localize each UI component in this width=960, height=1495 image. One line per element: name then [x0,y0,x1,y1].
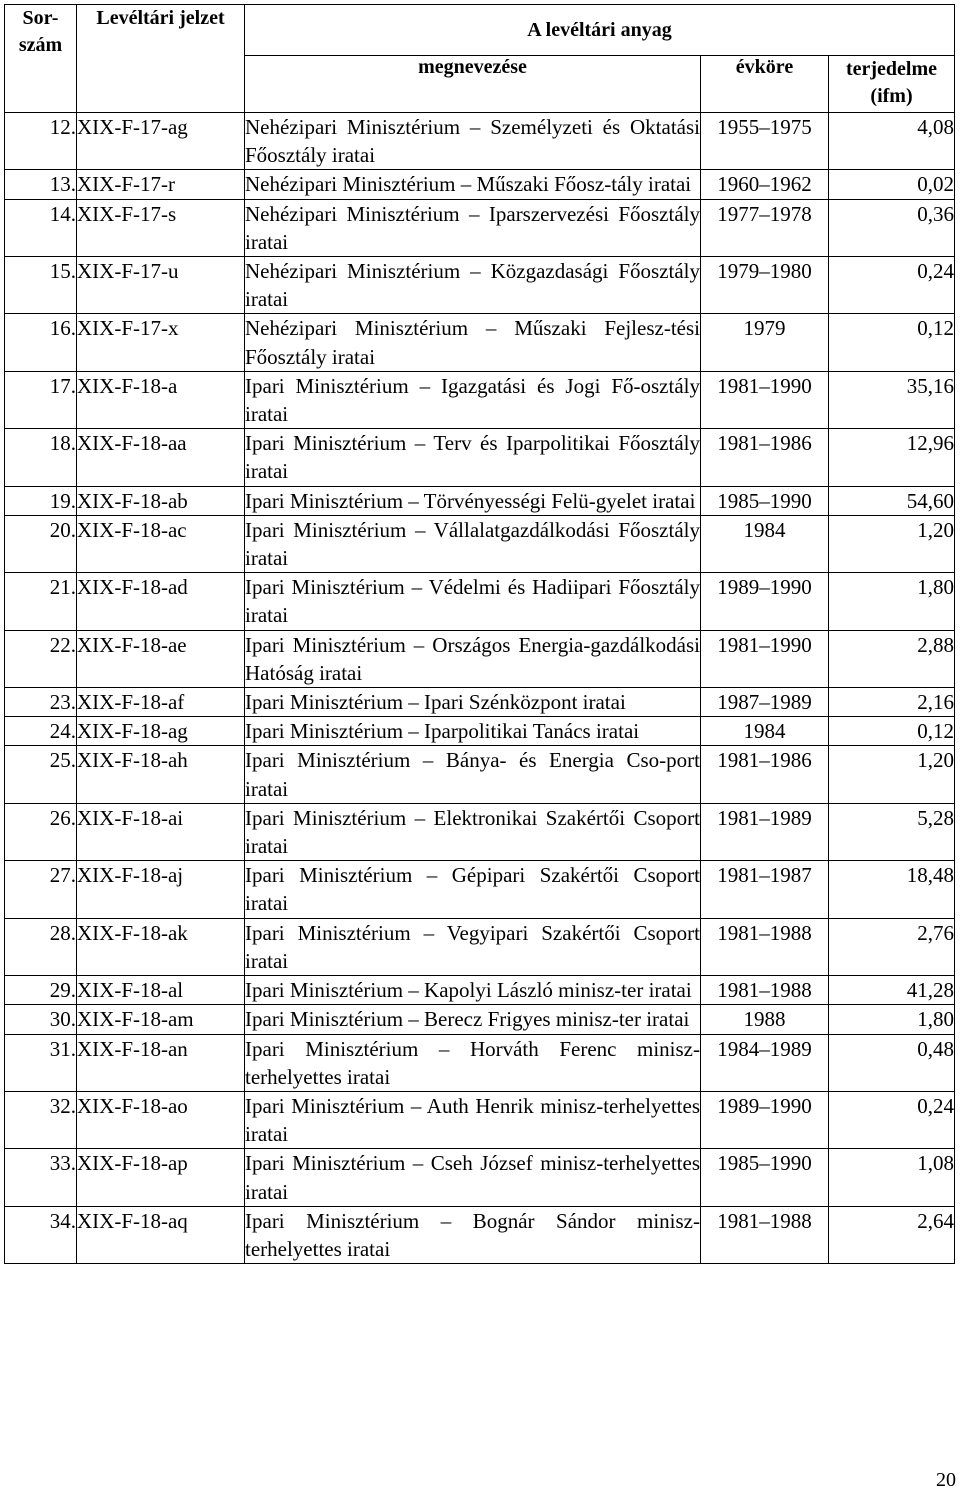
row-evkor: 1984 [701,515,829,572]
row-terjedelem: 0,12 [829,717,955,746]
row-number: 17. [5,371,77,428]
row-evkor: 1981–1988 [701,1206,829,1263]
row-jelzet: XIX-F-17-x [77,314,245,371]
row-terjedelem: 0,24 [829,1091,955,1148]
row-number: 15. [5,257,77,314]
row-megnevezes: Ipari Minisztérium – Kapolyi László minisz-ter iratai [245,976,701,1005]
row-terjedelem: 35,16 [829,371,955,428]
table-row [5,113,955,170]
row-jelzet: XIX-F-18-ad [77,573,245,630]
row-terjedelem: 2,16 [829,688,955,717]
table-row [5,199,955,256]
archive-table [4,4,955,1264]
row-megnevezes: Ipari Minisztérium – Bánya- és Energia Cso-port iratai [245,746,701,803]
row-terjedelem: 0,24 [829,257,955,314]
header-sorszam: Sor-szám [5,5,77,113]
row-number: 31. [5,1034,77,1091]
row-evkor: 1985–1990 [701,486,829,515]
row-megnevezes: Nehézipari Minisztérium – Közgazdasági Főosztály iratai [245,257,701,314]
table-row [5,1091,955,1148]
row-jelzet: XIX-F-18-ac [77,515,245,572]
header-evkore: évköre [701,56,829,113]
row-number: 25. [5,746,77,803]
row-jelzet: XIX-F-17-u [77,257,245,314]
table-row [5,717,955,746]
table-row [5,630,955,687]
row-number: 18. [5,429,77,486]
row-number: 29. [5,976,77,1005]
row-jelzet: XIX-F-18-al [77,976,245,1005]
row-jelzet: XIX-F-17-ag [77,113,245,170]
row-terjedelem: 0,36 [829,199,955,256]
row-terjedelem: 41,28 [829,976,955,1005]
row-megnevezes: Nehézipari Minisztérium – Iparszervezési Főosztály iratai [245,199,701,256]
table-row [5,976,955,1005]
table-row [5,429,955,486]
table-row [5,746,955,803]
row-megnevezes: Nehézipari Minisztérium – Műszaki Fejlesz-tési Főosztály iratai [245,314,701,371]
row-jelzet: XIX-F-18-aa [77,429,245,486]
row-terjedelem: 1,08 [829,1149,955,1206]
table-row [5,1149,955,1206]
row-megnevezes: Ipari Minisztérium – Ipari Szénközpont iratai [245,688,701,717]
row-jelzet: XIX-F-18-ae [77,630,245,687]
row-jelzet: XIX-F-18-ai [77,803,245,860]
table-row [5,918,955,975]
row-jelzet: XIX-F-18-ah [77,746,245,803]
row-terjedelem: 18,48 [829,861,955,918]
row-number: 34. [5,1206,77,1263]
row-evkor: 1981–1986 [701,746,829,803]
row-megnevezes: Ipari Minisztérium – Auth Henrik minisz-terhelyettes iratai [245,1091,701,1148]
row-number: 21. [5,573,77,630]
row-evkor: 1988 [701,1005,829,1034]
row-terjedelem: 2,76 [829,918,955,975]
row-terjedelem: 0,12 [829,314,955,371]
header-jelzet: Levéltári jelzet [77,5,245,113]
table-row [5,1206,955,1263]
row-evkor: 1955–1975 [701,113,829,170]
row-terjedelem: 12,96 [829,429,955,486]
row-jelzet: XIX-F-18-ap [77,1149,245,1206]
table-row [5,170,955,199]
row-jelzet: XIX-F-18-ag [77,717,245,746]
row-terjedelem: 1,80 [829,573,955,630]
row-terjedelem: 54,60 [829,486,955,515]
row-number: 19. [5,486,77,515]
row-number: 22. [5,630,77,687]
row-evkor: 1981–1986 [701,429,829,486]
row-megnevezes: Ipari Minisztérium – Cseh József minisz-terhelyettes iratai [245,1149,701,1206]
row-megnevezes: Ipari Minisztérium – Igazgatási és Jogi Fő-osztály iratai [245,371,701,428]
row-megnevezes: Ipari Minisztérium – Gépipari Szakértői Csoport iratai [245,861,701,918]
row-jelzet: XIX-F-18-ab [77,486,245,515]
row-number: 30. [5,1005,77,1034]
table-row [5,1005,955,1034]
row-jelzet: XIX-F-18-a [77,371,245,428]
row-evkor: 1989–1990 [701,573,829,630]
row-terjedelem: 5,28 [829,803,955,860]
row-jelzet: XIX-F-18-aj [77,861,245,918]
row-terjedelem: 0,48 [829,1034,955,1091]
row-jelzet: XIX-F-18-ak [77,918,245,975]
row-megnevezes: Ipari Minisztérium – Bognár Sándor minisz-terhelyettes iratai [245,1206,701,1263]
page-number: 20 [936,1469,956,1491]
row-number: 24. [5,717,77,746]
row-jelzet: XIX-F-18-am [77,1005,245,1034]
row-jelzet: XIX-F-18-aq [77,1206,245,1263]
table-header [5,5,955,113]
row-evkor: 1981–1987 [701,861,829,918]
row-evkor: 1960–1962 [701,170,829,199]
header-megnevezese: megnevezése [245,56,701,113]
row-evkor: 1979–1980 [701,257,829,314]
row-megnevezes: Ipari Minisztérium – Elektronikai Szakértői Csoport iratai [245,803,701,860]
row-jelzet: XIX-F-18-af [77,688,245,717]
row-number: 20. [5,515,77,572]
table-body [5,113,955,1264]
row-megnevezes: Ipari Minisztérium – Berecz Frigyes minisz-ter iratai [245,1005,701,1034]
table-row [5,573,955,630]
row-evkor: 1979 [701,314,829,371]
row-evkor: 1981–1988 [701,918,829,975]
table-row [5,688,955,717]
row-jelzet: XIX-F-18-an [77,1034,245,1091]
row-jelzet: XIX-F-18-ao [77,1091,245,1148]
row-number: 33. [5,1149,77,1206]
row-number: 28. [5,918,77,975]
row-megnevezes: Ipari Minisztérium – Iparpolitikai Tanács iratai [245,717,701,746]
row-megnevezes: Ipari Minisztérium – Vegyipari Szakértői Csoport iratai [245,918,701,975]
header-leveltari-anyag: A levéltári anyag [245,5,955,56]
row-megnevezes: Ipari Minisztérium – Terv és Iparpolitikai Főosztály iratai [245,429,701,486]
table-row [5,486,955,515]
row-terjedelem: 4,08 [829,113,955,170]
row-megnevezes: Ipari Minisztérium – Törvényességi Felü-gyelet iratai [245,486,701,515]
row-megnevezes: Ipari Minisztérium – Országos Energia-gazdálkodási Hatóság iratai [245,630,701,687]
row-evkor: 1984 [701,717,829,746]
row-megnevezes: Ipari Minisztérium – Védelmi és Hadiipari Főosztály iratai [245,573,701,630]
row-number: 27. [5,861,77,918]
row-number: 13. [5,170,77,199]
table-row [5,515,955,572]
row-jelzet: XIX-F-17-s [77,199,245,256]
table-row [5,861,955,918]
row-evkor: 1989–1990 [701,1091,829,1148]
row-number: 16. [5,314,77,371]
row-terjedelem: 0,02 [829,170,955,199]
row-evkor: 1981–1990 [701,371,829,428]
row-number: 14. [5,199,77,256]
header-terjedelme: terjedelme (ifm) [829,56,955,113]
row-evkor: 1985–1990 [701,1149,829,1206]
row-terjedelem: 1,80 [829,1005,955,1034]
row-megnevezes: Nehézipari Minisztérium – Műszaki Főosz-tály iratai [245,170,701,199]
row-jelzet: XIX-F-17-r [77,170,245,199]
row-terjedelem: 2,64 [829,1206,955,1263]
table-row [5,371,955,428]
row-number: 26. [5,803,77,860]
row-megnevezes: Ipari Minisztérium – Vállalatgazdálkodási Főosztály iratai [245,515,701,572]
row-evkor: 1981–1990 [701,630,829,687]
row-evkor: 1981–1989 [701,803,829,860]
row-evkor: 1977–1978 [701,199,829,256]
row-megnevezes: Ipari Minisztérium – Horváth Ferenc minisz-terhelyettes iratai [245,1034,701,1091]
row-megnevezes: Nehézipari Minisztérium – Személyzeti és Oktatási Főosztály iratai [245,113,701,170]
row-terjedelem: 2,88 [829,630,955,687]
table-row [5,1034,955,1091]
row-evkor: 1987–1989 [701,688,829,717]
row-number: 32. [5,1091,77,1148]
row-terjedelem: 1,20 [829,746,955,803]
table-row [5,803,955,860]
row-evkor: 1984–1989 [701,1034,829,1091]
table-row [5,314,955,371]
row-terjedelem: 1,20 [829,515,955,572]
row-evkor: 1981–1988 [701,976,829,1005]
table-row [5,257,955,314]
row-number: 23. [5,688,77,717]
row-number: 12. [5,113,77,170]
